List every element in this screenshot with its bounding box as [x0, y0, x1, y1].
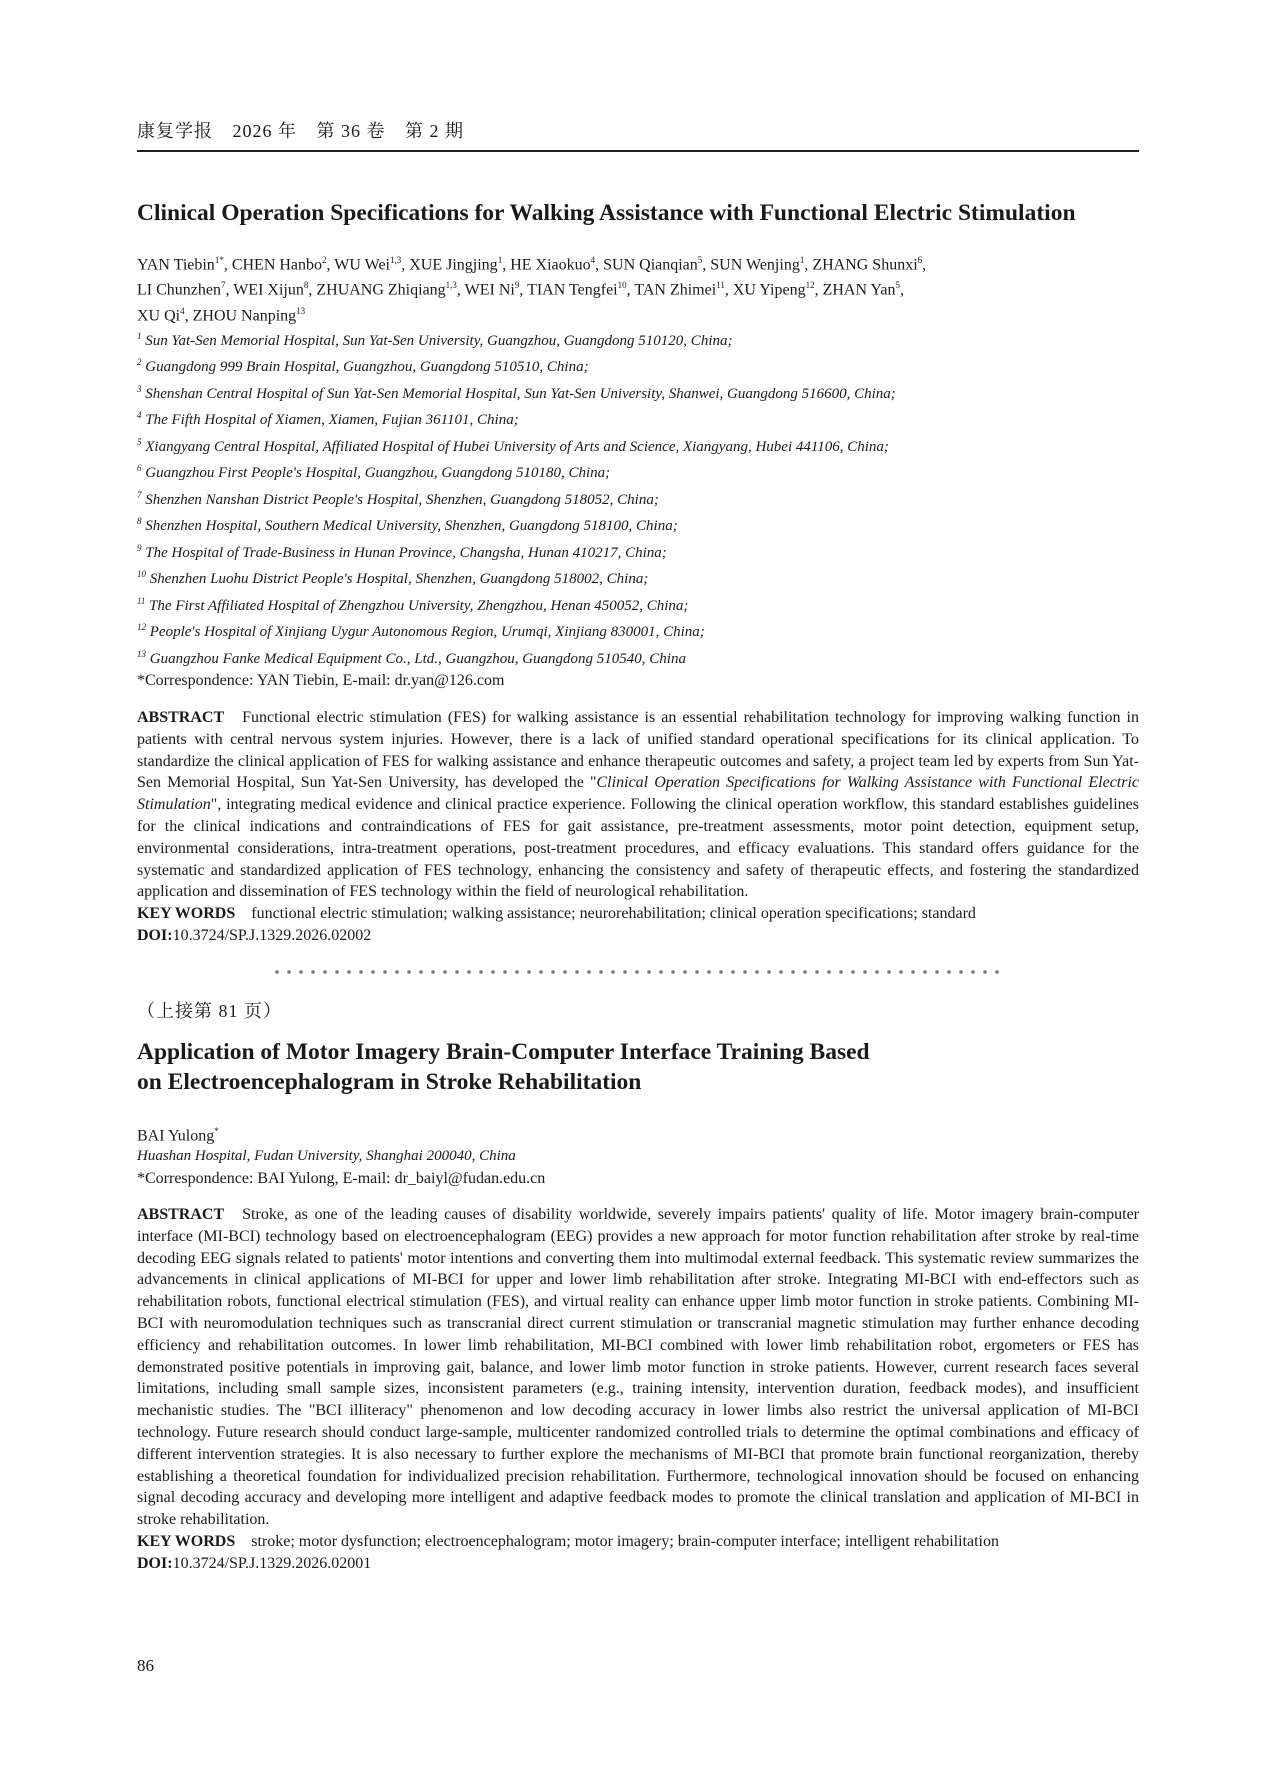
author-name: WEI Ni — [464, 281, 515, 299]
author-separator: , — [702, 256, 711, 274]
journal-issue: 第 2 期 — [405, 121, 464, 141]
author-name: BAI Yulong — [137, 1127, 215, 1145]
author-name: WEI Xijun — [233, 281, 304, 299]
abstract-title-italic: Clinical Operation Specifications for Walking Assistance with Functional Electric Stimulation — [137, 774, 1140, 814]
author-affiliation-sup: 5 — [697, 255, 703, 265]
author-affiliation-sup: 5 — [895, 280, 900, 291]
article1-doi — [137, 925, 1139, 947]
article1-title: Clinical Operation Specifications for Walking Assistance with Functional Electric Stimulation — [137, 200, 1076, 226]
author-separator: , — [225, 281, 234, 299]
author-separator: , — [519, 281, 528, 299]
article2-abstract — [137, 1204, 1139, 1531]
article2-title-line1: Application of Motor Imagery Brain-Computer Interface Training Based — [137, 1038, 870, 1065]
affiliation-text: Guangdong 999 Brain Hospital, Guangzhou, Guangdong 510510, China; — [145, 359, 589, 376]
affiliation-number: 13 — [137, 648, 146, 659]
article1-authors — [137, 250, 1139, 326]
article2-affiliation: Huashan Hospital, Fudan University, Shanghai 200040, China — [137, 1148, 516, 1165]
author-affiliation-sup: 13 — [296, 305, 306, 316]
article1-abstract — [137, 707, 1139, 903]
affiliation-number: 2 — [137, 357, 142, 368]
author-separator: , — [184, 306, 193, 324]
author-separator: , — [401, 256, 410, 274]
abstract-text-part2: ", integrating medical evidence and clinical practice experience. Following the clinical operation workflow, this standard establishes guidelines for the clinical indications and contraindications of FES for gait assistance, pre-treatment assessments, motor point detection, equipment setup, environmental considerations, intra-treatment operations, post-treatment procedures, and efficacy evaluations. This standard offers guidance for the systematic and standardized application of FES technology, enhancing the consistency and safety of therapeutic effects, and fostering the standardized application and dissemination of FES technology within the field of neurological rehabilitation. — [137, 796, 1139, 901]
affiliation-text: Shenzhen Luohu District People's Hospital, Shenzhen, Guangdong 518002, China; — [149, 571, 649, 588]
author-name: ZHOU Nanping — [192, 306, 297, 324]
author-separator: , — [326, 256, 335, 274]
author-name: TIAN Tengfei — [527, 281, 618, 299]
affiliation-text: The First Affiliated Hospital of Zhengzhou University, Zhengzhou, Henan 450052, China; — [149, 597, 689, 614]
journal-volume: 第 36 卷 — [316, 121, 386, 141]
affiliation-number: 11 — [137, 595, 146, 606]
author-affiliation-sup: 2 — [322, 255, 327, 265]
affiliation-number: 10 — [137, 569, 146, 580]
article2-author — [137, 1121, 1139, 1146]
author-name: XU Yipeng — [732, 281, 806, 299]
author-name: ZHANG Shunxi — [812, 256, 918, 274]
affiliation-number: 3 — [137, 383, 142, 394]
author-affiliation-sup: 8 — [303, 280, 309, 291]
affiliation-number: 4 — [137, 410, 142, 421]
author-separator: , — [223, 256, 232, 274]
affiliation-text: Sun Yat-Sen Memorial Hospital, Sun Yat-Sen University, Guangzhou, Guangdong 510120, China; — [145, 332, 733, 349]
author-name: HE Xiaokuo — [510, 256, 591, 274]
running-head — [137, 117, 478, 143]
affiliation-item — [137, 617, 1139, 644]
affiliation-number: 9 — [137, 542, 142, 553]
author-name: ZHAN Yan — [822, 281, 896, 299]
author-separator: , — [456, 281, 465, 299]
affiliation-text: Xiangyang Central Hospital, Affiliated Hospital of Hubei University of Arts and Science, Xiangyang, Hubei 441106, China; — [145, 438, 889, 455]
affiliation-item — [137, 432, 1139, 459]
doi-label: DOI: — [137, 926, 173, 944]
author-affiliation-sup: 1 — [497, 255, 503, 265]
author-name: YAN Tiebin — [137, 256, 215, 274]
article1-keywords — [137, 903, 1139, 925]
article2-title — [137, 1037, 1139, 1097]
affiliation-item — [137, 644, 1139, 671]
author-name: WU Wei — [334, 256, 390, 274]
author-affiliation-sup: 7 — [220, 280, 226, 291]
author-affiliation-sup: 1,3 — [389, 255, 402, 265]
author-affiliation-sup: 12 — [805, 280, 815, 291]
author-separator: , — [922, 256, 927, 274]
author-affiliation-sup: 1* — [214, 255, 224, 265]
article1-correspondence: *Correspondence: YAN Tiebin, E-mail: dr.yan@126.com — [137, 672, 505, 690]
author-separator: , — [502, 256, 511, 274]
affiliation-number: 1 — [137, 330, 142, 341]
dotted-divider — [271, 969, 1007, 975]
affiliation-item — [137, 591, 1139, 618]
author-affiliation-sup: 1,3 — [445, 280, 457, 291]
affiliation-item — [137, 485, 1139, 512]
keywords-label: KEY WORDS — [137, 1533, 236, 1551]
doi-label: DOI: — [137, 1554, 173, 1572]
affiliation-item — [137, 511, 1139, 538]
author-affiliation-sup: 6 — [917, 255, 923, 265]
author-name: LI Chunzhen — [137, 281, 221, 299]
abstract-label: ABSTRACT — [137, 1206, 225, 1224]
author-name: CHEN Hanbo — [231, 256, 323, 274]
affiliation-number: 6 — [137, 463, 142, 474]
affiliation-text: Shenzhen Hospital, Southern Medical University, Shenzhen, Guangdong 518100, China; — [145, 518, 678, 535]
affiliation-item — [137, 379, 1139, 406]
author-separator: , — [626, 281, 635, 299]
doi-value: 10.3724/SP.J.1329.2026.02002 — [172, 926, 372, 944]
affiliation-item — [137, 405, 1139, 432]
author-name: XUE Jingjing — [409, 256, 498, 274]
abstract-text: Stroke, as one of the leading causes of disability worldwide, severely impairs patients' quality of life. Motor imagery brain-computer interface (MI-BCI) technology based on electroencephalogram (EEG) provides a new approach for motor function rehabilitation after stroke by real-time decoding EEG signals related to patients' motor intentions and converting them into multimodal external feedback. This systematic review summarizes the advancements in clinical applications of MI-BCI for upper and lower limb rehabilitation after stroke. Integrating MI-BCI with end-effectors such as rehabilitation robots, functional electrical stimulation (FES), and virtual reality can enhance upper limb motor function in stroke patients. Combining MI-BCI with neuromodulation techniques such as transcranial direct current stimulation or transcranial magnetic stimulation may further enhance decoding efficiency and rehabilitation outcomes. In lower limb rehabilitation, MI-BCI combined with lower limb rehabilitation robot, ergometers or FES has demonstrated positive potentials in improving gait, balance, and lower limb motor function in stroke patients. However, current research faces several limitations, including small sample sizes, inconsistent parameters (e.g., training intensity, intervention duration, feedback modes), and insufficient mechanistic studies. The "BCI illiteracy" phenomenon and low decoding accuracy in lower limbs also restrict the universal application of MI-BCI technology. Future research should conduct large-sample, multicenter randomized controlled trials to determine the optimal combinations and efficacy of different intervention strategies. It is also necessary to further explore the mechanisms of MI-BCI that promote brain functional reorganization, thereby establishing a theoretical foundation for individualized precision rehabilitation. Furthermore, technological innovation should be focused on enhancing signal decoding accuracy and developing more intelligent and adaptive feedback modes to promote the clinical translation and application of MI-BCI in stroke rehabilitation. — [137, 1206, 1139, 1529]
affiliation-text: People's Hospital of Xinjiang Uygur Autonomous Region, Urumqi, Xinjiang 830001, China; — [149, 624, 705, 641]
author-separator: , — [724, 281, 733, 299]
author-affiliation-sup: 1 — [799, 255, 805, 265]
affiliation-item — [137, 538, 1139, 565]
affiliation-item — [137, 564, 1139, 591]
article2-doi — [137, 1553, 1139, 1575]
author-sup: * — [214, 1125, 219, 1136]
article2-keywords — [137, 1531, 1139, 1553]
article1-affiliations — [137, 326, 1139, 671]
author-affiliation-sup: 4 — [590, 255, 596, 265]
abstract-text-part1: Functional electric stimulation (FES) for walking assistance is an essential rehabilitation technology for improving walking function in patients with central nervous system injuries. However, there is a lack of unified standard operational specifications for its clinical application. To standardize the clinical application of FES for walking assistance and enhance therapeutic outcomes and safety, a project team led by experts from Sun Yat-Sen Memorial Hospital, Sun Yat-Sen University, has developed the " — [137, 708, 1139, 792]
header-rule — [137, 150, 1139, 152]
page-content — [137, 198, 1139, 1575]
keywords-text: stroke; motor dysfunction; electroencephalogram; motor imagery; brain-computer interface; intelligent rehabilitation — [251, 1533, 999, 1551]
affiliation-number: 12 — [137, 622, 146, 633]
continued-note: （上接第 81 页） — [137, 1000, 282, 1021]
author-name: SUN Qianqian — [603, 256, 698, 274]
page-number: 86 — [137, 1656, 154, 1675]
author-affiliation-sup: 9 — [514, 280, 520, 291]
author-affiliation-sup: 10 — [617, 280, 627, 291]
author-separator: , — [814, 281, 823, 299]
affiliation-text: Shenzhen Nanshan District People's Hospital, Shenzhen, Guangdong 518052, China; — [145, 491, 659, 508]
author-name: SUN Wenjing — [710, 256, 800, 274]
affiliation-text: Guangzhou First People's Hospital, Guangzhou, Guangdong 510180, China; — [145, 465, 611, 482]
article2-title-line2: on Electroencephalogram in Stroke Rehabilitation — [137, 1068, 642, 1095]
affiliation-number: 8 — [137, 516, 142, 527]
keywords-label: KEY WORDS — [137, 905, 236, 923]
doi-value: 10.3724/SP.J.1329.2026.02001 — [172, 1554, 372, 1572]
affiliation-number: 7 — [137, 489, 142, 500]
affiliation-text: The Hospital of Trade-Business in Hunan Province, Changsha, Hunan 410217, China; — [145, 544, 667, 561]
article2-correspondence: *Correspondence: BAI Yulong, E-mail: dr_baiyl@fudan.edu.cn — [137, 1169, 546, 1187]
author-separator: , — [308, 281, 317, 299]
author-name: XU Qi — [137, 306, 181, 324]
affiliation-text: Guangzhou Fanke Medical Equipment Co., Ltd., Guangzhou, Guangdong 510540, China — [149, 650, 686, 667]
author-affiliation-sup: 4 — [180, 305, 185, 316]
abstract-label: ABSTRACT — [137, 708, 225, 726]
author-separator: , — [804, 256, 813, 274]
affiliation-item — [137, 352, 1139, 379]
author-name: TAN Zhimei — [634, 281, 717, 299]
author-name: ZHUANG Zhiqiang — [316, 281, 446, 299]
author-affiliation-sup: 11 — [716, 280, 725, 291]
keywords-text: functional electric stimulation; walking assistance; neurorehabilitation; clinical operation specifications; standard — [251, 905, 976, 923]
affiliation-item — [137, 326, 1139, 353]
journal-name: 康复学报 — [137, 121, 213, 141]
affiliation-item — [137, 458, 1139, 485]
author-separator: , — [899, 281, 904, 299]
affiliation-number: 5 — [137, 436, 142, 447]
author-separator: , — [595, 256, 604, 274]
affiliation-text: The Fifth Hospital of Xiamen, Xiamen, Fujian 361101, China; — [145, 412, 519, 429]
affiliation-text: Shenshan Central Hospital of Sun Yat-Sen Memorial Hospital, Sun Yat-Sen University, Shanwei, Guangdong 516600, China; — [145, 385, 896, 402]
journal-year: 2026 年 — [232, 121, 297, 141]
